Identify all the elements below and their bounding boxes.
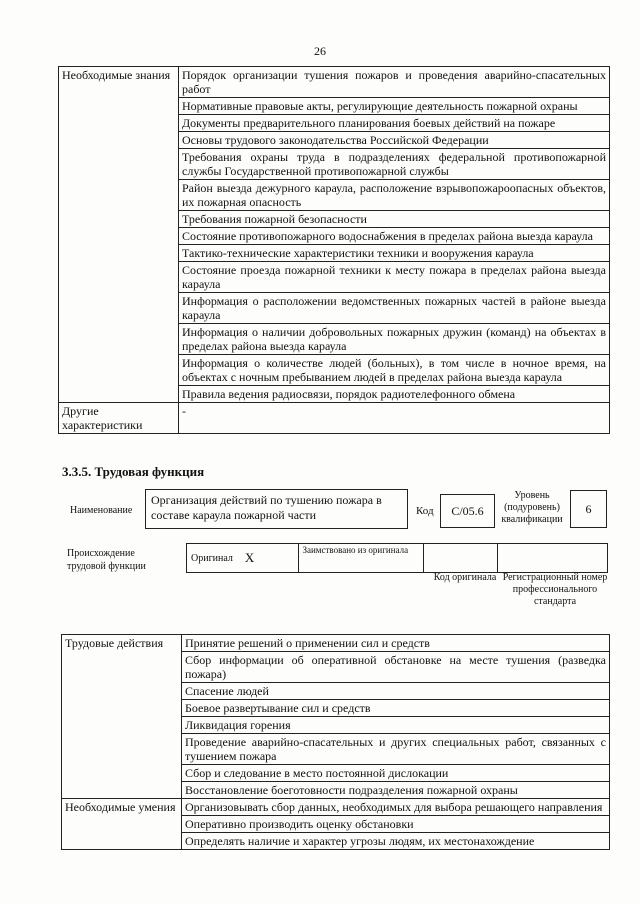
registration-number-cell bbox=[498, 544, 607, 572]
actions-item: Восстановление боеготовности подразделения пожарной охраны bbox=[182, 782, 610, 799]
origin-label bbox=[67, 547, 157, 573]
origin-row bbox=[186, 543, 608, 573]
actions-table bbox=[61, 634, 610, 850]
other-characteristics-row bbox=[59, 403, 610, 434]
knowledge-item: Правила ведения радиосвязи, порядок радиотелефонного обмена bbox=[179, 386, 610, 403]
function-name-label: Наименование bbox=[70, 505, 133, 516]
skills-item: Организовывать сбор данных, необходимых для выбора решающего направления bbox=[182, 799, 610, 816]
knowledge-table-body bbox=[59, 67, 610, 434]
knowledge-item: Информация о наличии добровольных пожарных дружин (команд) на объектах в пределах района выезда караула bbox=[179, 324, 610, 355]
knowledge-table bbox=[58, 66, 610, 434]
knowledge-item: Требования охраны труда в подразделениях федеральной противопожарной службы Государственной противопожарной службы bbox=[179, 149, 610, 180]
knowledge-item: Основы трудового законодательства Российской Федерации bbox=[179, 132, 610, 149]
actions-item: Проведение аварийно-спасательных и других специальных работ, связанных с тушением пожара bbox=[182, 734, 610, 765]
actions-item: Сбор и следование в место постоянной дислокации bbox=[182, 765, 610, 782]
actions-item: Ликвидация горения bbox=[182, 717, 610, 734]
skills-item: Оперативно производить оценку обстановки bbox=[182, 816, 610, 833]
original-label: Оригинал bbox=[191, 552, 233, 564]
knowledge-item: Порядок организации тушения пожаров и проведения аварийно-спасательных работ bbox=[179, 67, 610, 98]
knowledge-item: Состояние проезда пожарной техники к месту пожара в пределах района выезда караула bbox=[179, 262, 610, 293]
knowledge-label: Необходимые знания bbox=[59, 67, 179, 403]
function-name-box: Организация действий по тушению пожара в составе караула пожарной части bbox=[145, 489, 408, 529]
actions-item: Сбор информации об оперативной обстановке на месте тушения (разведка пожара) bbox=[182, 652, 610, 683]
knowledge-item: Состояние противопожарного водоснабжения в пределах района выезда караула bbox=[179, 228, 610, 245]
other-characteristics-label: Другие характеристики bbox=[59, 403, 179, 434]
actions-label: Трудовые действия bbox=[62, 635, 182, 799]
original-code-caption: Код оригинала bbox=[433, 572, 497, 583]
original-mark: X bbox=[244, 550, 255, 565]
knowledge-item: Информация о количестве людей (больных), в том числе в ночное время, на объектах с ночным пребыванием людей в пределах района выезда караула bbox=[179, 355, 610, 386]
origin-label-text: Происхождение трудовой функции bbox=[67, 548, 146, 572]
page-number: 26 bbox=[314, 44, 326, 58]
skills-row bbox=[62, 799, 610, 816]
function-code-label: Код bbox=[416, 505, 434, 517]
knowledge-row bbox=[59, 67, 610, 98]
knowledge-item: Нормативные правовые акты, регулирующие деятельность пожарной охраны bbox=[179, 98, 610, 115]
knowledge-item: Документы предварительного планирования боевых действий на пожаре bbox=[179, 115, 610, 132]
original-cell bbox=[187, 544, 299, 572]
qualification-level-box: 6 bbox=[570, 490, 607, 528]
original-code-cell bbox=[424, 544, 498, 572]
actions-row bbox=[62, 635, 610, 652]
knowledge-item: Тактико-технические характеристики техники и вооружения караула bbox=[179, 245, 610, 262]
qualification-level-label: Уровень (подуровень) квалификации bbox=[501, 490, 563, 525]
borrowed-cell: Заимствовано из оригинала bbox=[299, 544, 423, 572]
knowledge-item: Район выезда дежурного караула, расположение взрывопожароопасных объектов, их пожарная опасность bbox=[179, 180, 610, 211]
section-heading: 3.3.5. Трудовая функция bbox=[62, 464, 205, 479]
actions-item: Спасение людей bbox=[182, 683, 610, 700]
registration-number-caption: Регистрационный номер профессионального стандарта bbox=[502, 572, 608, 607]
knowledge-item: Требования пожарной безопасности bbox=[179, 211, 610, 228]
actions-item: Принятие решений о применении сил и средств bbox=[182, 635, 610, 652]
actions-table-body bbox=[62, 635, 610, 850]
knowledge-item: Информация о расположении ведомственных пожарных частей в районе выезда караула bbox=[179, 293, 610, 324]
function-code-box: С/05.6 bbox=[440, 494, 495, 528]
skills-item: Определять наличие и характер угрозы людям, их местонахождение bbox=[182, 833, 610, 850]
other-characteristics-value: - bbox=[179, 403, 610, 434]
skills-label: Необходимые умения bbox=[62, 799, 182, 850]
actions-item: Боевое развертывание сил и средств bbox=[182, 700, 610, 717]
